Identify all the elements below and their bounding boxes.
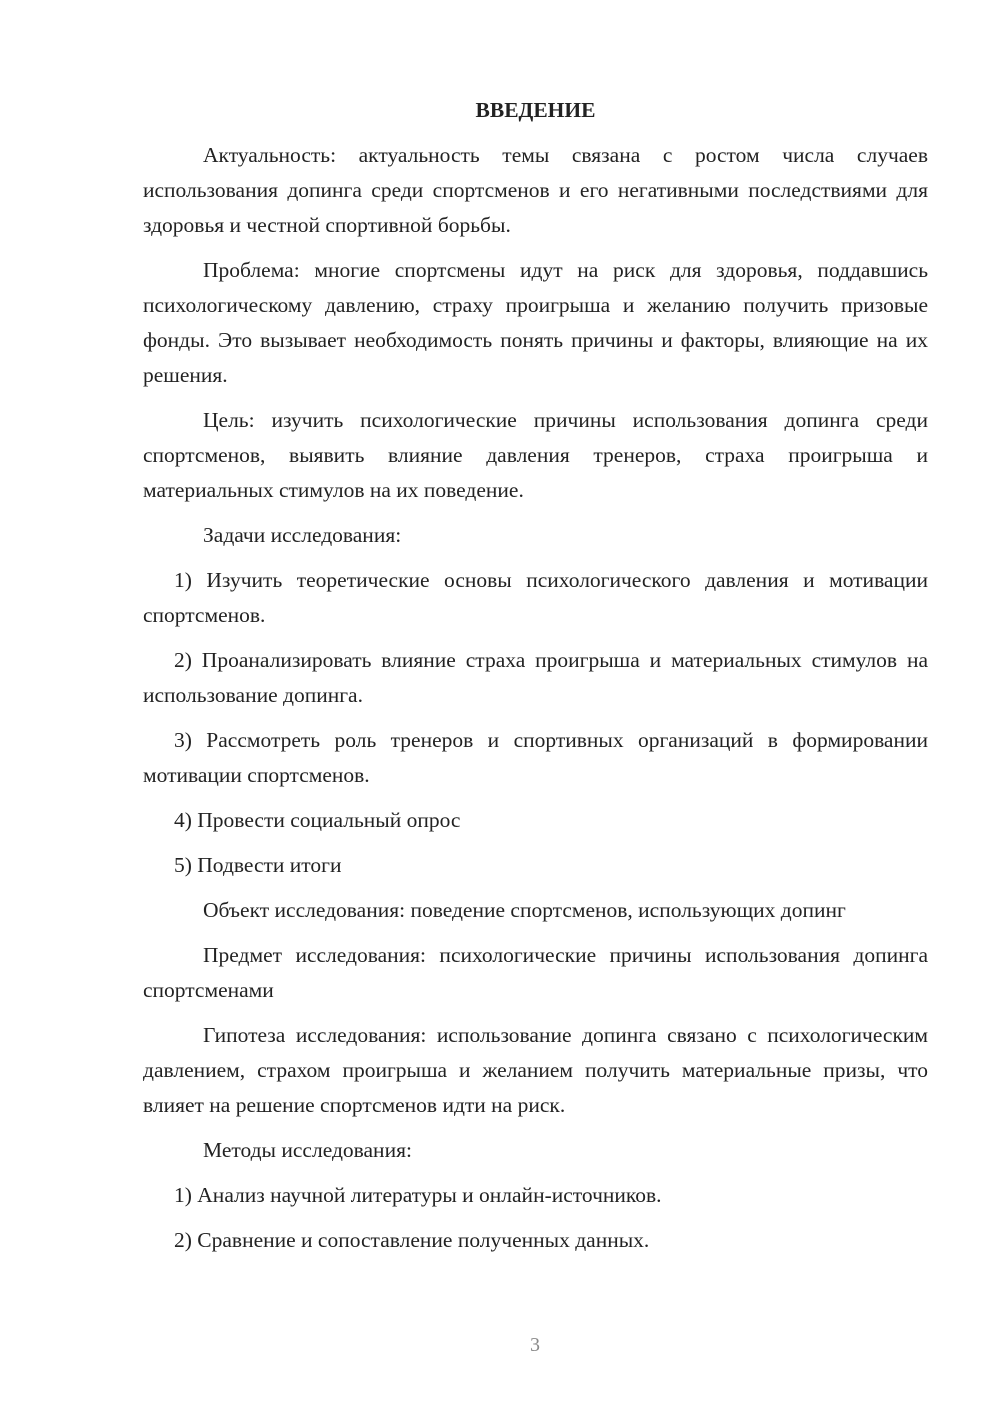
method-item-1: 1) Анализ научной литературы и онлайн-источников. [174,1183,662,1207]
task-item-2: 2) Проанализировать влияние страха проигрыша и материальных стимулов на использование допинга. [143,648,928,707]
section-title: ВВЕДЕНИЕ [475,98,596,122]
method-item-2: 2) Сравнение и сопоставление полученных данных. [174,1228,650,1252]
tasks-heading: Задачи исследования: [203,523,402,547]
task-item-1: 1) Изучить теоретические основы психологического давления и мотивации спортсменов. [143,568,928,627]
hypothesis-paragraph: Гипотеза исследования: использование допинга связано с психологическим давлением, страхом проигрыша и желанием получить материальные призы, что влияет на решение спортсменов идти на риск. [143,1023,928,1117]
task-item-3: 3) Рассмотреть роль тренеров и спортивных организаций в формировании мотивации спортсменов. [143,728,928,787]
page-content [143,95,928,1268]
object-paragraph: Объект исследования: поведение спортсменов, использующих допинг [203,898,846,922]
problem-paragraph: Проблема: многие спортсмены идут на риск для здоровья, поддавшись психологическому давлению, страху проигрыша и желанию получить призовые фонды. Это вызывает необходимость понять причины и факторы, влияющие на их решения. [143,258,928,387]
page-number: 3 [530,1334,540,1356]
goal-paragraph: Цель: изучить психологические причины использования допинга среди спортсменов, выявить влияние давления тренеров, страха проигрыша и материальных стимулов на их поведение. [143,408,928,502]
methods-heading: Методы исследования: [203,1138,412,1162]
relevance-paragraph: Актуальность: актуальность темы связана с ростом числа случаев использования допинга среди спортсменов и его негативными последствиями для здоровья и честной спортивной борьбы. [143,143,928,237]
task-item-4: 4) Провести социальный опрос [174,808,461,832]
subject-paragraph: Предмет исследования: психологические причины использования допинга спортсменами [143,943,928,1002]
task-item-5: 5) Подвести итоги [174,853,342,877]
